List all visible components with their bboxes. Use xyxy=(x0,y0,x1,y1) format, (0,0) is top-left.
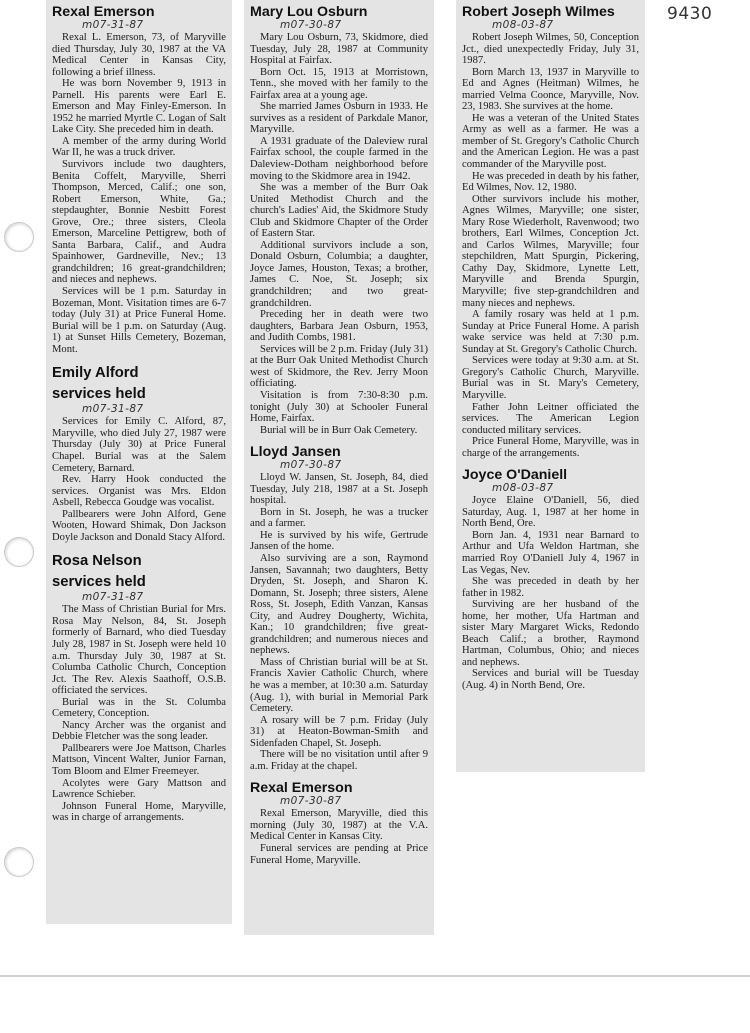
obituary-paragraph: Preceding her in death were two daughters, Barbara Jean Osburn, 1953, and Judith Combs, 1981. xyxy=(250,309,428,344)
obituary-paragraph: Services for Emily C. Alford, 87, Maryville, who died July 27, 1987 were Thursday (July 30) at Price Funeral Chapel. Burial was at the Salem Cemetery, Barnard. xyxy=(52,416,226,474)
obituary-paragraph: He is survived by his wife, Gertrude Jansen of the home. xyxy=(250,529,428,553)
obituary-headline: Emily Alford xyxy=(52,365,139,382)
obituary-paragraph: Born March 13, 1937 in Maryville to Ed and Agnes (Heitman) Wilmes, he married Velma Coonce, Maryville, Nov. 23, 1983. She survives at the home. xyxy=(462,66,639,113)
obituary-paragraph: A rosary will be 7 p.m. Friday (July 31) at Heaton-Bowman-Smith and Sidenfaden Chapel, St. Joseph. xyxy=(250,714,428,749)
obituary-paragraph: She married James Osburn in 1933. He survives as a resident of Parkdale Manor, Maryville. xyxy=(250,101,428,136)
obituary xyxy=(52,551,226,823)
obituary-paragraph: She was preceded in death by her father in 1982. xyxy=(462,576,639,599)
clipping-column-3 xyxy=(456,0,645,772)
obituary-headline: Rosa Nelson xyxy=(52,553,142,570)
obituary-paragraph: He was a veteran of the United States Army as well as a farmer. He was a member of St. Gregory's Catholic Church and the American Legion. He was a past commander of the Maryville post. xyxy=(462,112,639,171)
scan-bed-edge xyxy=(0,975,750,977)
clipping-column-2 xyxy=(244,0,434,935)
obituary-paragraph: Born Oct. 15, 1913 at Morristown, Tenn., she moved with her family to the Fairfax area at a young age. xyxy=(250,66,428,101)
binder-hole-top xyxy=(4,222,34,252)
obituary xyxy=(52,4,226,355)
obituary-paragraph: Services will be 1 p.m. Saturday in Bozeman, Mont. Visitation times are 6-7 today (July 31) at Price Funeral Home. Burial will be 1 p.m. on Saturday (Aug. 1) at Sunset Hills Cemetery, Bozeman, Mont. xyxy=(52,286,226,355)
obituary-paragraph: Pallbearers were Joe Mattson, Charles Mattson, Vincent Walter, Junior Farnan, Tom Bloom and Elmer Freemeyer. xyxy=(52,742,226,777)
obituary-separator xyxy=(250,436,428,444)
obituary-headline: services held xyxy=(52,386,146,403)
obituary-paragraph: He was preceded in death by his father, Ed Wilmes, Nov. 12, 1980. xyxy=(462,170,639,194)
obituary-paragraph: A family rosary was held at 1 p.m. Sunday at Price Funeral Home. A parish wake service was held at 7:30 p.m. Sunday at St. Gregory's Catholic Church. xyxy=(462,309,639,355)
obituary-paragraph: Acolytes were Gary Mattson and Lawrence Schieber. xyxy=(52,777,226,801)
handwritten-date-note: m07-30-87 xyxy=(280,795,342,808)
obituary-paragraph: Additional survivors include a son, Donald Osburn, Columbia; a daughter, Joyce James, Houston, Texas; a brother, James C. Noe, St. Joseph; six grandchildren; and two great-grandchildren. xyxy=(250,239,428,309)
obituary xyxy=(250,780,428,866)
obituary xyxy=(250,4,428,436)
obituary-headline: services held xyxy=(52,574,146,591)
obituary-headline: Robert Joseph Wilmes xyxy=(462,4,615,20)
obituary-paragraph: Rev. Harry Hook conducted the services. Organist was Mrs. Eldon Asbell, Rebecca Goudge was vocalist. xyxy=(52,474,226,509)
obituary-separator xyxy=(52,543,226,551)
obituary-paragraph: Mary Lou Osburn, 73, Skidmore, died Tuesday, July 28, 1987 at Community Hospital at Fairfax. xyxy=(250,32,428,67)
obituary-paragraph: Robert Joseph Wilmes, 50, Conception Jct., died unexpectedly Friday, July 31, 1987. xyxy=(462,32,639,67)
obituary-headline: Lloyd Jansen xyxy=(250,444,341,461)
obituary-paragraph: A member of the army during World War II, he was a truck driver. xyxy=(52,135,226,159)
obituary-headline: Joyce O'Daniell xyxy=(462,467,568,484)
obituary-headline: Rexal Emerson xyxy=(52,4,155,20)
obituary-paragraph: Services will be 2 p.m. Friday (July 31) at the Burr Oak United Methodist Church west of Skidmore, the Rev. Jerry Moon officiating. xyxy=(250,343,429,390)
obituary-paragraph: Visitation is from 7:30-8:30 p.m. tonight (July 30) at Schooler Funeral Home, Fairfax. xyxy=(250,389,428,425)
obituary-paragraph: Other survivors include his mother, Agnes Wilmes, Maryville; one sister, Mary Rose Wiederholt, Ravenwood; two brothers, Earl Wilmes, Conception Jct. and Carlos Wilmes, Maryville; four stepchildren, Matt Spurgin, Pickering, Cathy Day, Skidmore, Lynette Lett, Maryville and Brenda Spurgin, Maryville; five step-grandchildren and many nieces and nephews. xyxy=(462,193,639,309)
obituary-paragraph: The Mass of Christian Burial for Mrs. Rosa May Nelson, 84, St. Joseph formerly of Barnard, who died Tuesday July 28, 1987 in St. Joseph were held 10 a.m. Thursday July 30, 1987 at St. Columba Catholic Church, Conception Jct. The Rev. Alexis Saathoff, O.S.B. officiated the services. xyxy=(52,604,226,697)
obituary-paragraph: Nancy Archer was the organist and Debbie Fletcher was the song leader. xyxy=(52,719,226,743)
handwritten-date-note: m07-30-87 xyxy=(280,19,342,31)
clipping-column-1 xyxy=(46,0,232,924)
obituary xyxy=(462,4,639,459)
obituary-paragraph: Mass of Christian burial will be at St. Francis Xavier Catholic Church, where he was a member, at 10:30 a.m. Saturday (Aug. 1), with burial in Memorial Park Cemetery. xyxy=(250,656,428,715)
obituary-paragraph: Joyce Elaine O'Daniell, 56, died Saturday, Aug. 1, 1987 at her home in North Bend, Ore. xyxy=(462,495,639,530)
page-number: 9430 xyxy=(667,4,713,24)
obituary-separator xyxy=(250,772,428,780)
obituary-paragraph: Pallbearers were John Alford, Gene Wooten, Howard Shimak, Don Jackson Doyle Jackson and Donald Stacy Alford. xyxy=(52,508,226,543)
binder-hole-middle xyxy=(4,537,34,567)
obituary-paragraph: Also surviving are a son, Raymond Jansen, Savannah; two daughters, Betty Dryden, St. Joseph, and Sharon K. Domann, St. Joseph; three sisters, Alene Ross, St. Joseph, Edith Vanzan, Kansas City, and Audrey Dougherty, Wichita, Kan.; 10 grandchildren; five great-grandchildren; and numerous nieces and nephews. xyxy=(250,552,428,657)
obituary xyxy=(462,467,639,691)
obituary-paragraph: Services and burial will be Tuesday (Aug. 4) in North Bend, Ore. xyxy=(462,668,639,691)
obituary-paragraph: A 1931 graduate of the Daleview rural Fairfax school, the couple farmed in the Daleview-Dotham neighborhood before moving to the Skidmore area in 1942. xyxy=(250,135,428,182)
obituary-paragraph: She was a member of the Burr Oak United Methodist Church and the church's Ladies' Aid, the Skidmore Study Club and Skidmore Chapter of the Order of Eastern Star. xyxy=(250,182,428,240)
obituary-paragraph: Services were today at 9:30 a.m. at St. Gregory's Catholic Church, Maryville. Burial was in St. Mary's Cemetery, Maryville. xyxy=(462,355,639,401)
obituary-paragraph: Survivors include two daughters, Benita Coffelt, Maryville, Sherri Thompson, Merced, Calif.; one son, Robert Emerson, White, Ga.; stepdaughter, Bonnie Nesbitt Forest Grove, Ore.; three sisters, Cleola Emerson, Marceline Pettigrew, both of Santa Barbara, Calif., and Audra Spainhower, Gardneville, Nev.; 13 grandchildren; 16 great-grandchildren; and nieces and nephews. xyxy=(52,159,226,286)
obituary-paragraph: Burial was in the St. Columba Cemetery, Conception. xyxy=(52,696,226,720)
obituary-paragraph: Rexal L. Emerson, 73, of Maryville died Thursday, July 30, 1987 at the VA Medical Center in Kansas City, following a brief illness. xyxy=(52,32,226,78)
obituary-paragraph: He was born November 9, 1913 in Parnell. His parents were Earl E. Emerson and May Finley-Emerson. In 1952 he married Myrtle C. Logan of Salt Lake City. She preceded him in death. xyxy=(52,78,226,136)
handwritten-date-note: m07-31-87 xyxy=(82,19,144,31)
handwritten-date-note: m07-30-87 xyxy=(280,459,342,472)
handwritten-date-note: m07-31-87 xyxy=(82,591,144,604)
obituary-paragraph: Johnson Funeral Home, Maryville, was in charge of arrangements. xyxy=(52,800,226,824)
obituary-paragraph: Father John Leitner officiated the services. The American Legion conducted military services. xyxy=(462,401,639,436)
obituary-separator xyxy=(52,355,226,363)
obituary-paragraph: Rexal Emerson, Maryville, died this morning (July 30, 1987) at the V.A. Medical Center in Kansas City. xyxy=(250,808,428,843)
obituary-paragraph: Born in St. Joseph, he was a trucker and a farmer. xyxy=(250,506,428,530)
handwritten-date-note: m08-03-87 xyxy=(492,19,554,31)
obituary-headline: Mary Lou Osburn xyxy=(250,4,368,20)
obituary-paragraph: There will be no visitation until after 9 a.m. Friday at the chapel. xyxy=(250,749,428,772)
obituary xyxy=(52,363,226,543)
handwritten-date-note: m07-31-87 xyxy=(82,403,144,416)
obituary-separator xyxy=(462,459,639,467)
obituary-paragraph: Funeral services are pending at Price Funeral Home, Maryville. xyxy=(250,843,428,866)
obituary-paragraph: Surviving are her husband of the home, her mother, Ufa Hartman and sister Mary Margaret Wicks, Redondo Beach Calif.; a brother, Raymond Hartman, Columbus, Ohio; and nieces and nephews. xyxy=(462,599,639,668)
obituary-paragraph: Born Jan. 4, 1931 near Barnard to Arthur and Ufa Weldon Hartman, she married Roy O'Daniell July 4, 1967 in Las Vegas, Nev. xyxy=(462,529,639,576)
binder-hole-bottom xyxy=(4,847,34,877)
obituary-paragraph: Burial will be in Burr Oak Cemetery. xyxy=(260,424,418,436)
obituary-headline: Rexal Emerson xyxy=(250,780,353,797)
handwritten-date-note: m08-03-87 xyxy=(492,482,554,495)
obituary-paragraph: Lloyd W. Jansen, St. Joseph, 84, died Tuesday, July 218, 1987 at a St. Joseph hospital. xyxy=(250,472,428,507)
obituary xyxy=(250,444,428,772)
obituary-paragraph: Price Funeral Home, Maryville, was in charge of the arrangements. xyxy=(462,436,639,459)
